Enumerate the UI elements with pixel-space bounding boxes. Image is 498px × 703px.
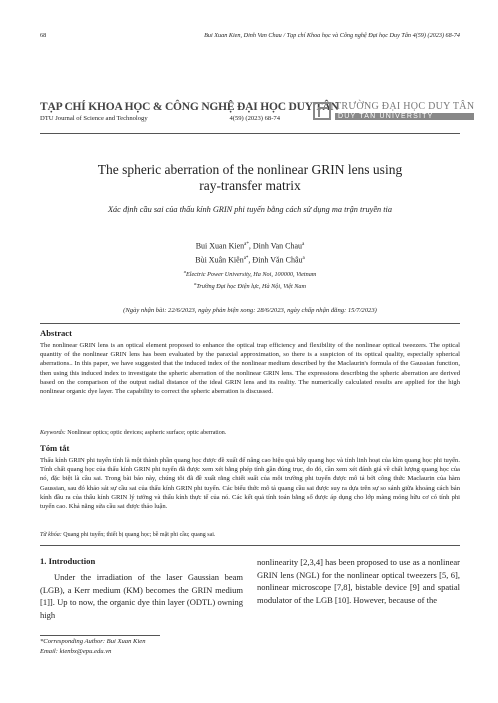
abstract-divider-top xyxy=(40,323,460,324)
header-divider xyxy=(40,133,460,134)
running-head xyxy=(40,32,460,39)
logo-line2: DUY TAN UNIVERSITY xyxy=(335,113,474,120)
journal-header xyxy=(40,101,339,122)
authors-vn: Bùi Xuân Kiên$^{a*}$, Đinh Văn Châu$^a$ xyxy=(195,255,305,265)
submission-dates: (Ngày nhận bài: 22/6/2023, ngày phản biện xong: 28/6/2023, ngày chấp nhận đăng: 15/7/2023) xyxy=(123,307,377,314)
tomtat-keywords: Từ khóa: Quang phi tuyến; thiết bị quang học; bề mặt phi cầu; quang sai. xyxy=(40,532,216,538)
affiliation-vn: $^a$Trường Đại học Điện lực, Hà Nội, Việt Nam xyxy=(194,281,306,291)
vietnamese-title: Xác định cầu sai của thấu kính GRIN phi tuyến bằng cách sử dụng ma trận truyền tia xyxy=(107,205,393,214)
abstract-keywords: Keywords: Nonlinear optics; optic devices; aspheric surface; optic aberration. xyxy=(40,430,227,436)
logo-line1: TRƯỜNG ĐẠI HỌC DUY TÂN xyxy=(335,101,475,112)
authors xyxy=(40,239,460,266)
authors-en: Bui Xuan Kien$^{a*}$, Dinh Van Chau$^a$ xyxy=(195,241,305,251)
tomtat-text: Thấu kính GRIN phi tuyến tính là một thành phần quang học được đề xuất để nâng cao hiệu quả bẫy quang học và tính linh hoạt của kìm quang học phi tuyến. Tính chất quang học của thấu kính GRIN phi tuyến đã được xem xét bằng phép tính gần đúng trục, do đó, cần xem xét đánh giá về chất lượng quang học của nó, đặc biệt là cầu sai. Trong bài báo này, chúng tôi đã đề xuất rằng chiết suất của môi trường phi tuyến được mô tả bởi công thức Maclaurin của hàm Gaussian, sau đó khảo sát sự cầu sai của thấu kính GRIN phi tuyến. Các biểu thức mô tả quang cầu sai được suy ra dựa trên sự so sánh giữa khoảng cách bán kính đầu ra của thấu kính GRIN lý tưởng và thấu kính thực tế của nó. Các kết quả tính toán bằng số được áp dụng cho lớp màng mỏng hữu cơ có tính phi tuyến cao. Khả năng sửa cầu sai được thảo luận. xyxy=(40,457,460,511)
journal-subtitle-row xyxy=(40,115,280,122)
footnote-rule xyxy=(40,635,160,636)
university-logo-icon xyxy=(313,102,331,120)
abstract-divider-bottom xyxy=(40,545,460,546)
journal-issue: 4(59) (2023) 68-74 xyxy=(229,115,280,122)
title-line1: The spheric aberration of the nonlinear GRIN lens using xyxy=(97,162,403,177)
affiliation-en: $^a$Electric Power University, Ha Noi, 100000, Vietnam xyxy=(183,269,317,279)
email: Email: kienbx@epu.edu.vn xyxy=(40,648,112,655)
running-citation: Bui Xuan Kien, Dinh Van Chau / Tạp chí Khoa học và Công nghệ Đại học Duy Tân 4(59) (2023) 68-74 xyxy=(204,32,460,39)
journal-title: TẠP CHÍ KHOA HỌC & CÔNG NGHỆ ĐẠI HỌC DUY TÂN xyxy=(40,101,339,113)
abstract-text: The nonlinear GRIN lens is an optical element proposed to enhance the optical trap efficiency and flexibility of the nonlinear optical tweezers. The optical quantity of the nonlinear GRIN lens has been evaluated by the paraxial approximation, so there is a suspicion of its optical quality, especially spherical aberrations.. In this paper, we have suggested that the induced index of the nonlinear medium described by the Maclaurin's formula of the Gaussian function, then using this induced index to investigate the spheric aberration of the nonlinear GRIN lens. The expressions describing the spheric aberration are derived based on the comparison of the output radial distance of the ideal GRIN lens and its reality. The numerically calculated results are applied for the high nonlinear organic dye layer. The capability to correct the spheric aberration is discussed. xyxy=(40,342,460,396)
intro-heading: 1. Introduction xyxy=(40,556,96,566)
right-column xyxy=(257,556,460,606)
intro-col2-text: nonlinearity [2,3,4] has been proposed to use as a nonlinear GRIN lens (NGL) for the nonlinear optical tweezers [5, 6], nonlinear microscope [7,8], bistable device [9] and spatial modulator of the LGB [10]. However, because of the xyxy=(257,557,460,605)
journal-subtitle: DTU Journal of Science and Technology xyxy=(40,115,148,122)
affiliations xyxy=(40,267,460,291)
article-title xyxy=(40,162,460,194)
corresponding-author: *Corresponding Author: Bui Xuan Kien xyxy=(40,638,146,645)
page-number: 68 xyxy=(40,32,47,39)
title-line2: ray-transfer matrix xyxy=(199,178,301,193)
abstract-heading: Abstract xyxy=(40,328,72,338)
university-logo xyxy=(313,101,474,120)
tomtat-heading: Tóm tắt xyxy=(40,443,70,453)
intro-col1-text: Under the irradiation of the laser Gaussian beam (LGB), a Kerr medium (KM) becomes the GRIN medium [1]]. Up to now, the organic dye thin layer (ODTL) owning high xyxy=(40,572,243,620)
left-column xyxy=(40,556,243,621)
